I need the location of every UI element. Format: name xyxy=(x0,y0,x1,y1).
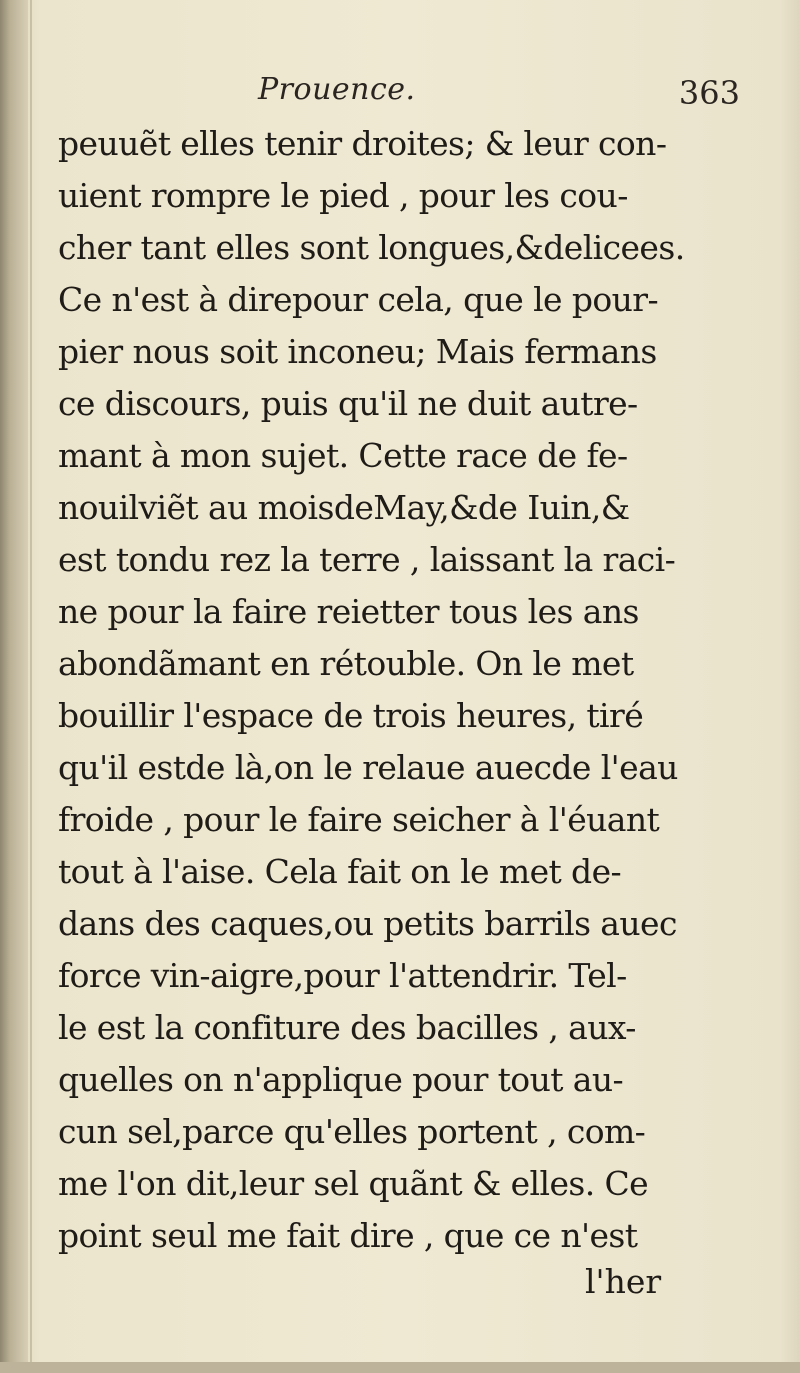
text-line: abondãmant en rétouble. On le met xyxy=(58,644,634,683)
text-line: me l'on dit,leur sel quãnt & elles. Ce xyxy=(58,1164,649,1203)
text-line: peuuẽt elles tenir droites; & leur con- xyxy=(58,124,667,163)
running-title: Prouence. xyxy=(258,72,416,107)
text-line: pier nous soit inconeu; Mais fermans xyxy=(58,332,657,371)
text-line: force vin-aigre,pour l'attendrir. Tel- xyxy=(58,956,627,995)
text-line: uient rompre le pied , pour les cou- xyxy=(58,176,628,215)
text-line: Ce n'est à direpour cela, que le pour- xyxy=(58,280,659,319)
text-line: cher tant elles sont longues,&delicees. xyxy=(58,228,685,267)
text-line: froide , pour le faire seicher à l'éuant xyxy=(58,800,660,839)
text-line: tout à l'aise. Cela fait on le met de- xyxy=(58,852,622,891)
book-spine-shadow xyxy=(0,0,28,1373)
text-line: le est la confiture des bacilles , aux- xyxy=(58,1008,636,1047)
gutter-line xyxy=(30,0,32,1373)
text-line: mant à mon sujet. Cette race de fe- xyxy=(58,436,628,475)
text-line: point seul me fait dire , que ce n'est xyxy=(58,1216,638,1255)
text-line: bouillir l'espace de trois heures, tiré xyxy=(58,696,644,735)
page-header xyxy=(60,72,740,122)
body-text xyxy=(58,118,738,1262)
text-line: qu'il estde là,on le relaue auecde l'eau xyxy=(58,748,678,787)
text-line: dans des caques,ou petits barrils auec xyxy=(58,904,677,943)
text-line: cun sel,parce qu'elles portent , com- xyxy=(58,1112,646,1151)
page-number: 363 xyxy=(678,74,740,112)
page-bottom-edge xyxy=(0,1362,800,1373)
catchword: l'her xyxy=(585,1262,662,1301)
text-line: ce discours, puis qu'il ne duit autre- xyxy=(58,384,638,423)
text-line: nouilviẽt au moisdeMay,&de Iuin,& xyxy=(58,488,630,527)
text-line: quelles on n'applique pour tout au- xyxy=(58,1060,624,1099)
text-line: ne pour la faire reietter tous les ans xyxy=(58,592,639,631)
text-line: est tondu rez la terre , laissant la raci- xyxy=(58,540,676,579)
